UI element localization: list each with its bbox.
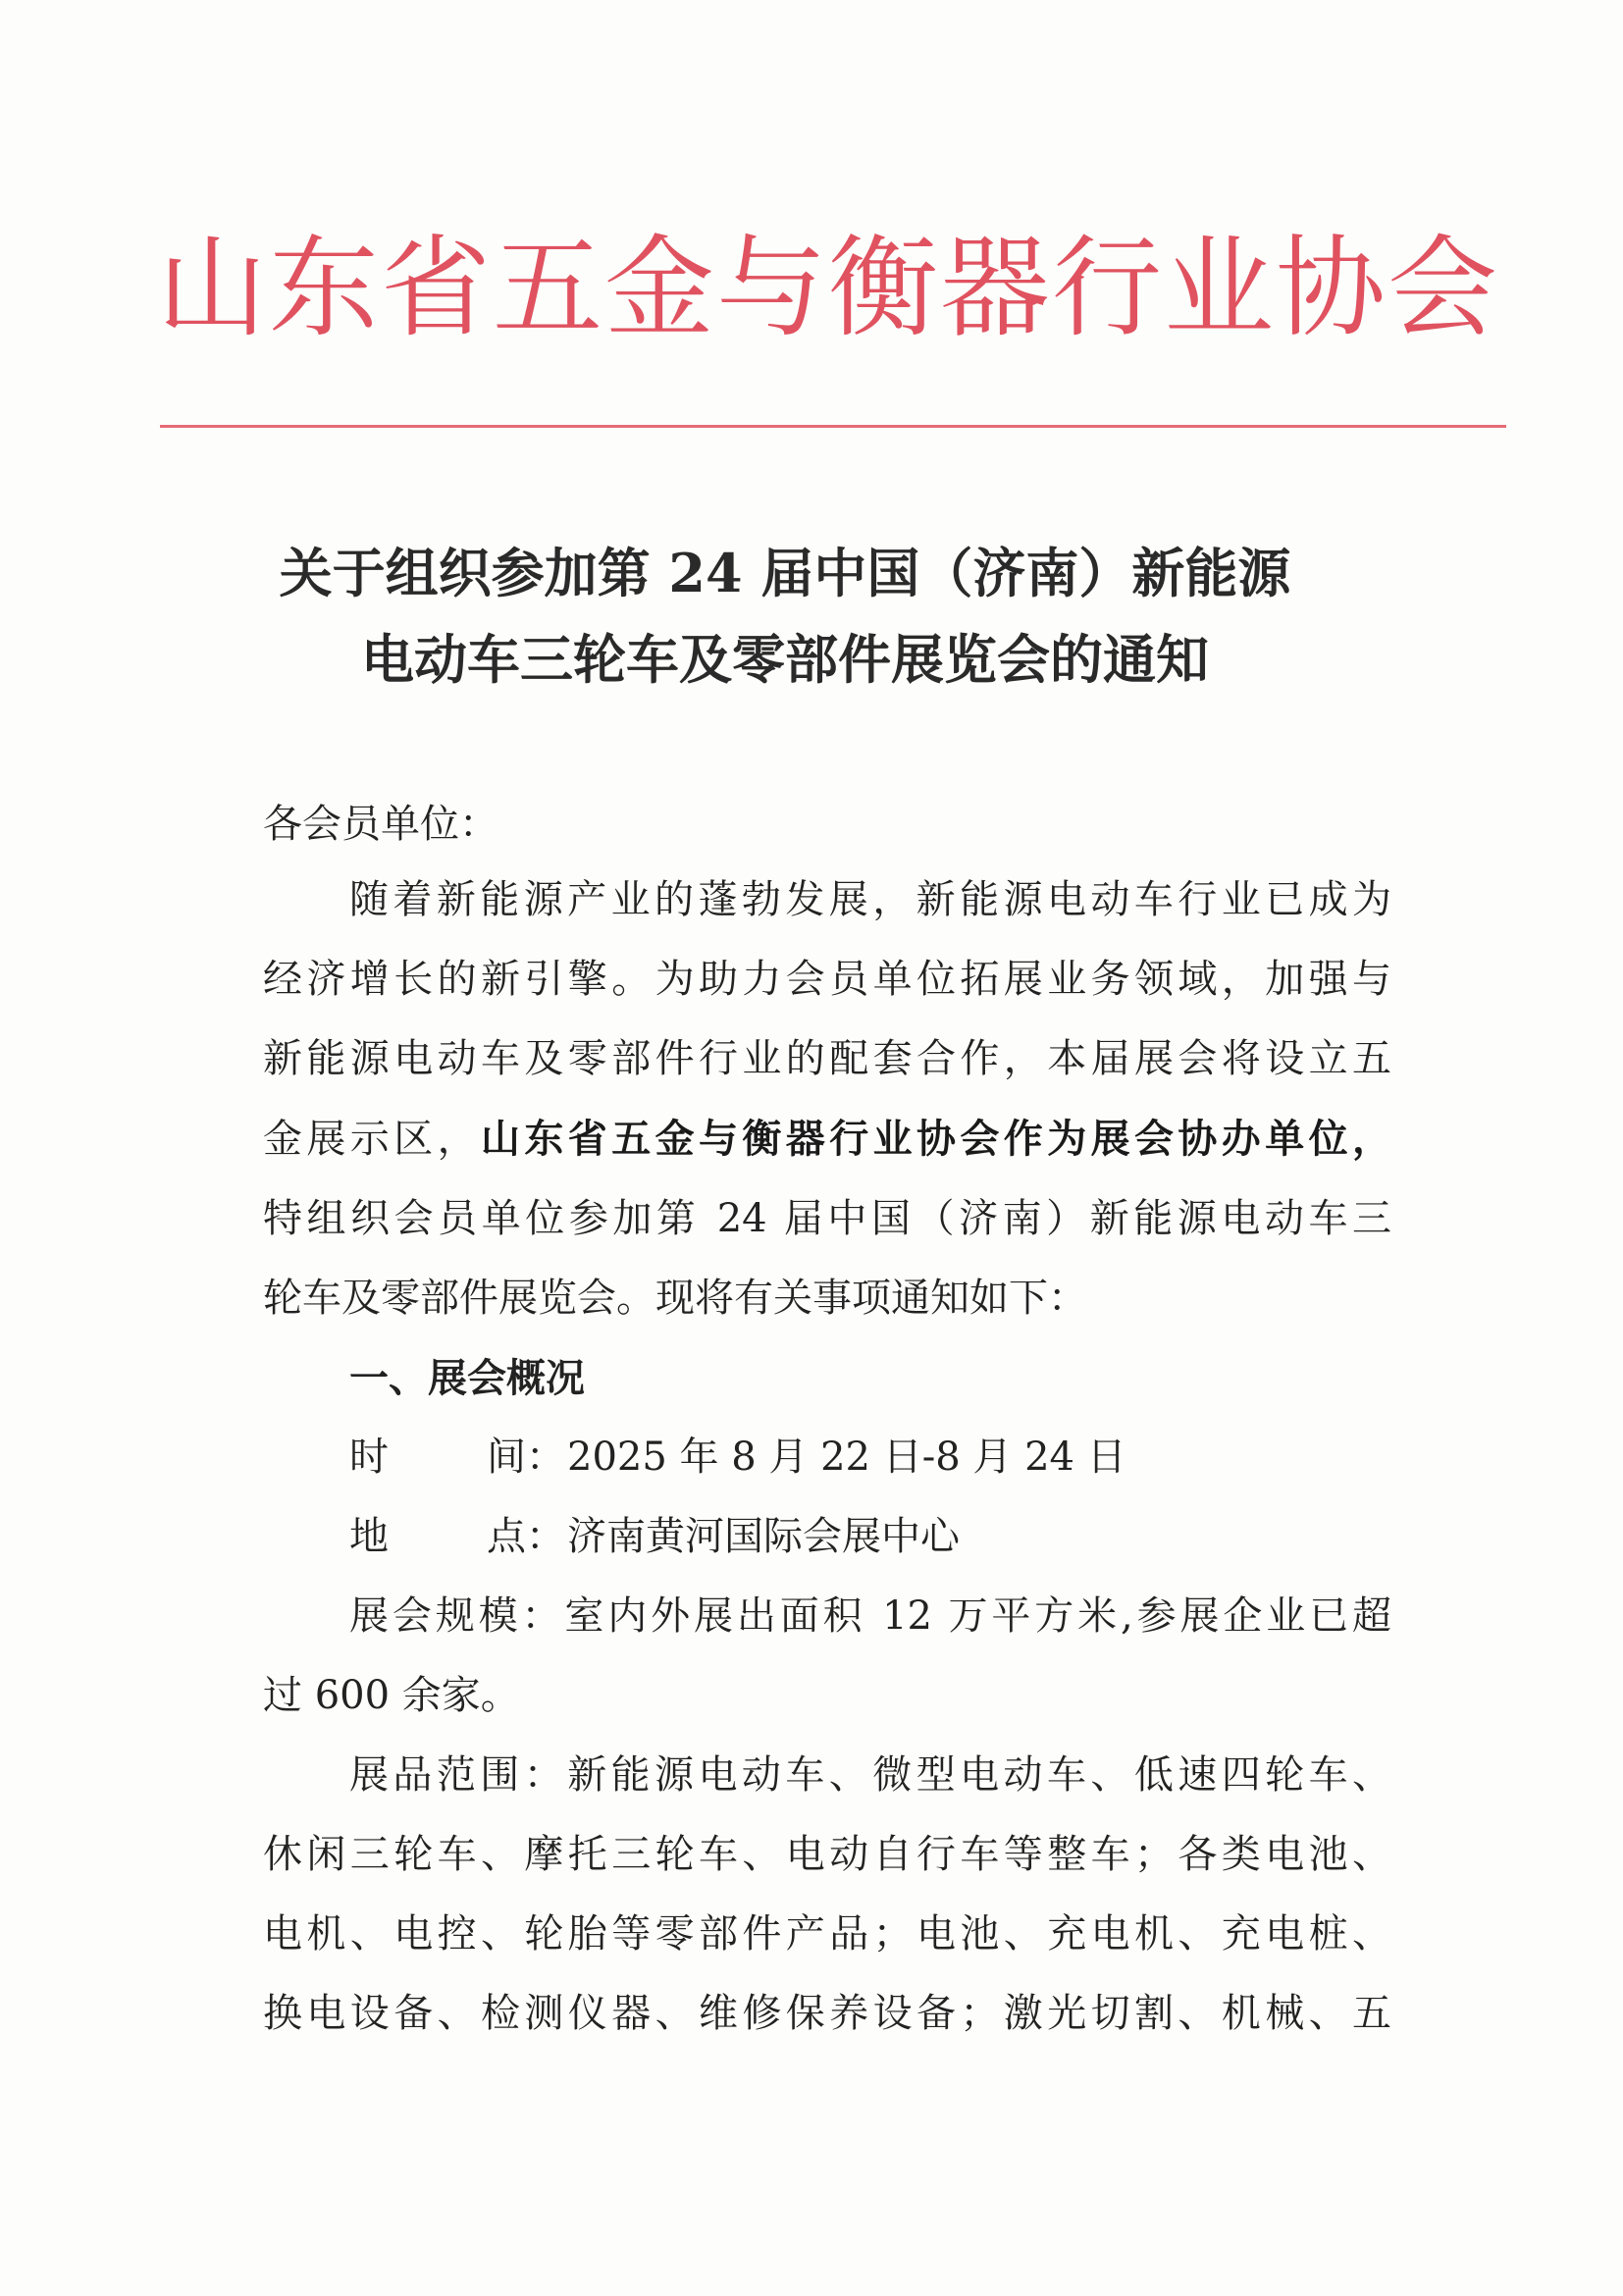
scale-row-continued: 过 600 余家。: [263, 1673, 520, 1718]
document-body: [263, 861, 1391, 2054]
intro-line-3: 新能源电动车及零部件行业的配套合作，本届展会将设立五: [263, 1036, 1391, 1081]
scale-key: 展会规模：: [349, 1593, 565, 1639]
range-row: [263, 1736, 1391, 1815]
intro-line-4-bold: 山东省五金与衡器行业协会作为展会协办单位，: [481, 1116, 1391, 1162]
scale-row: [263, 1577, 1391, 1656]
time-key: 时 间：: [349, 1435, 565, 1480]
intro-line-2: 经济增长的新引擎。为助力会员单位拓展业务领域，加强与: [263, 957, 1391, 1002]
range-value-1: 新能源电动车、微型电动车、低速四轮车、: [567, 1752, 1392, 1798]
range-value-2: 休闲三轮车、摩托三轮车、电动自行车等整车；各类电池、: [263, 1832, 1391, 1877]
intro-line-5: 特组织会员单位参加第 24 届中国（济南）新能源电动车三: [263, 1196, 1391, 1241]
letterhead-organization: 山东省五金与衡器行业协会: [157, 225, 1499, 352]
place-key: 地 点：: [349, 1514, 565, 1559]
salutation: 各会员单位：: [263, 802, 498, 847]
title-line-1: 关于组织参加第 24 届中国（济南）新能源: [279, 542, 1291, 604]
title-line-2: 电动车三轮车及零部件展览会的通知: [361, 628, 1209, 691]
intro-line-1: 随着新能源产业的蓬勃发展，新能源电动车行业已成为: [349, 877, 1391, 922]
time-value: 2025 年 8 月 22 日-8 月 24 日: [567, 1435, 1126, 1480]
document-title: [167, 530, 1403, 703]
time-row: [263, 1418, 1391, 1497]
range-value-4: 换电设备、检测仪器、维修保养设备；激光切割、机械、五: [263, 1991, 1391, 2036]
intro-line-4: [263, 1099, 1391, 1179]
range-value-3: 电机、电控、轮胎等零部件产品；电池、充电机、充电桩、: [263, 1911, 1391, 1957]
intro-line-6: 轮车及零部件展览会。现将有关事项通知如下：: [263, 1276, 1087, 1321]
place-row: [263, 1497, 1391, 1577]
intro-line-4-plain: 金展示区，: [263, 1117, 481, 1162]
place-value: 济南黄河国际会展中心: [567, 1514, 960, 1559]
scale-value: 室内外展出面积 12 万平方米,参展企业已超: [564, 1593, 1392, 1639]
section-heading-overview: 一、展会概况: [349, 1355, 585, 1401]
range-key: 展品范围：: [349, 1752, 568, 1798]
letterhead-divider: [160, 425, 1506, 428]
